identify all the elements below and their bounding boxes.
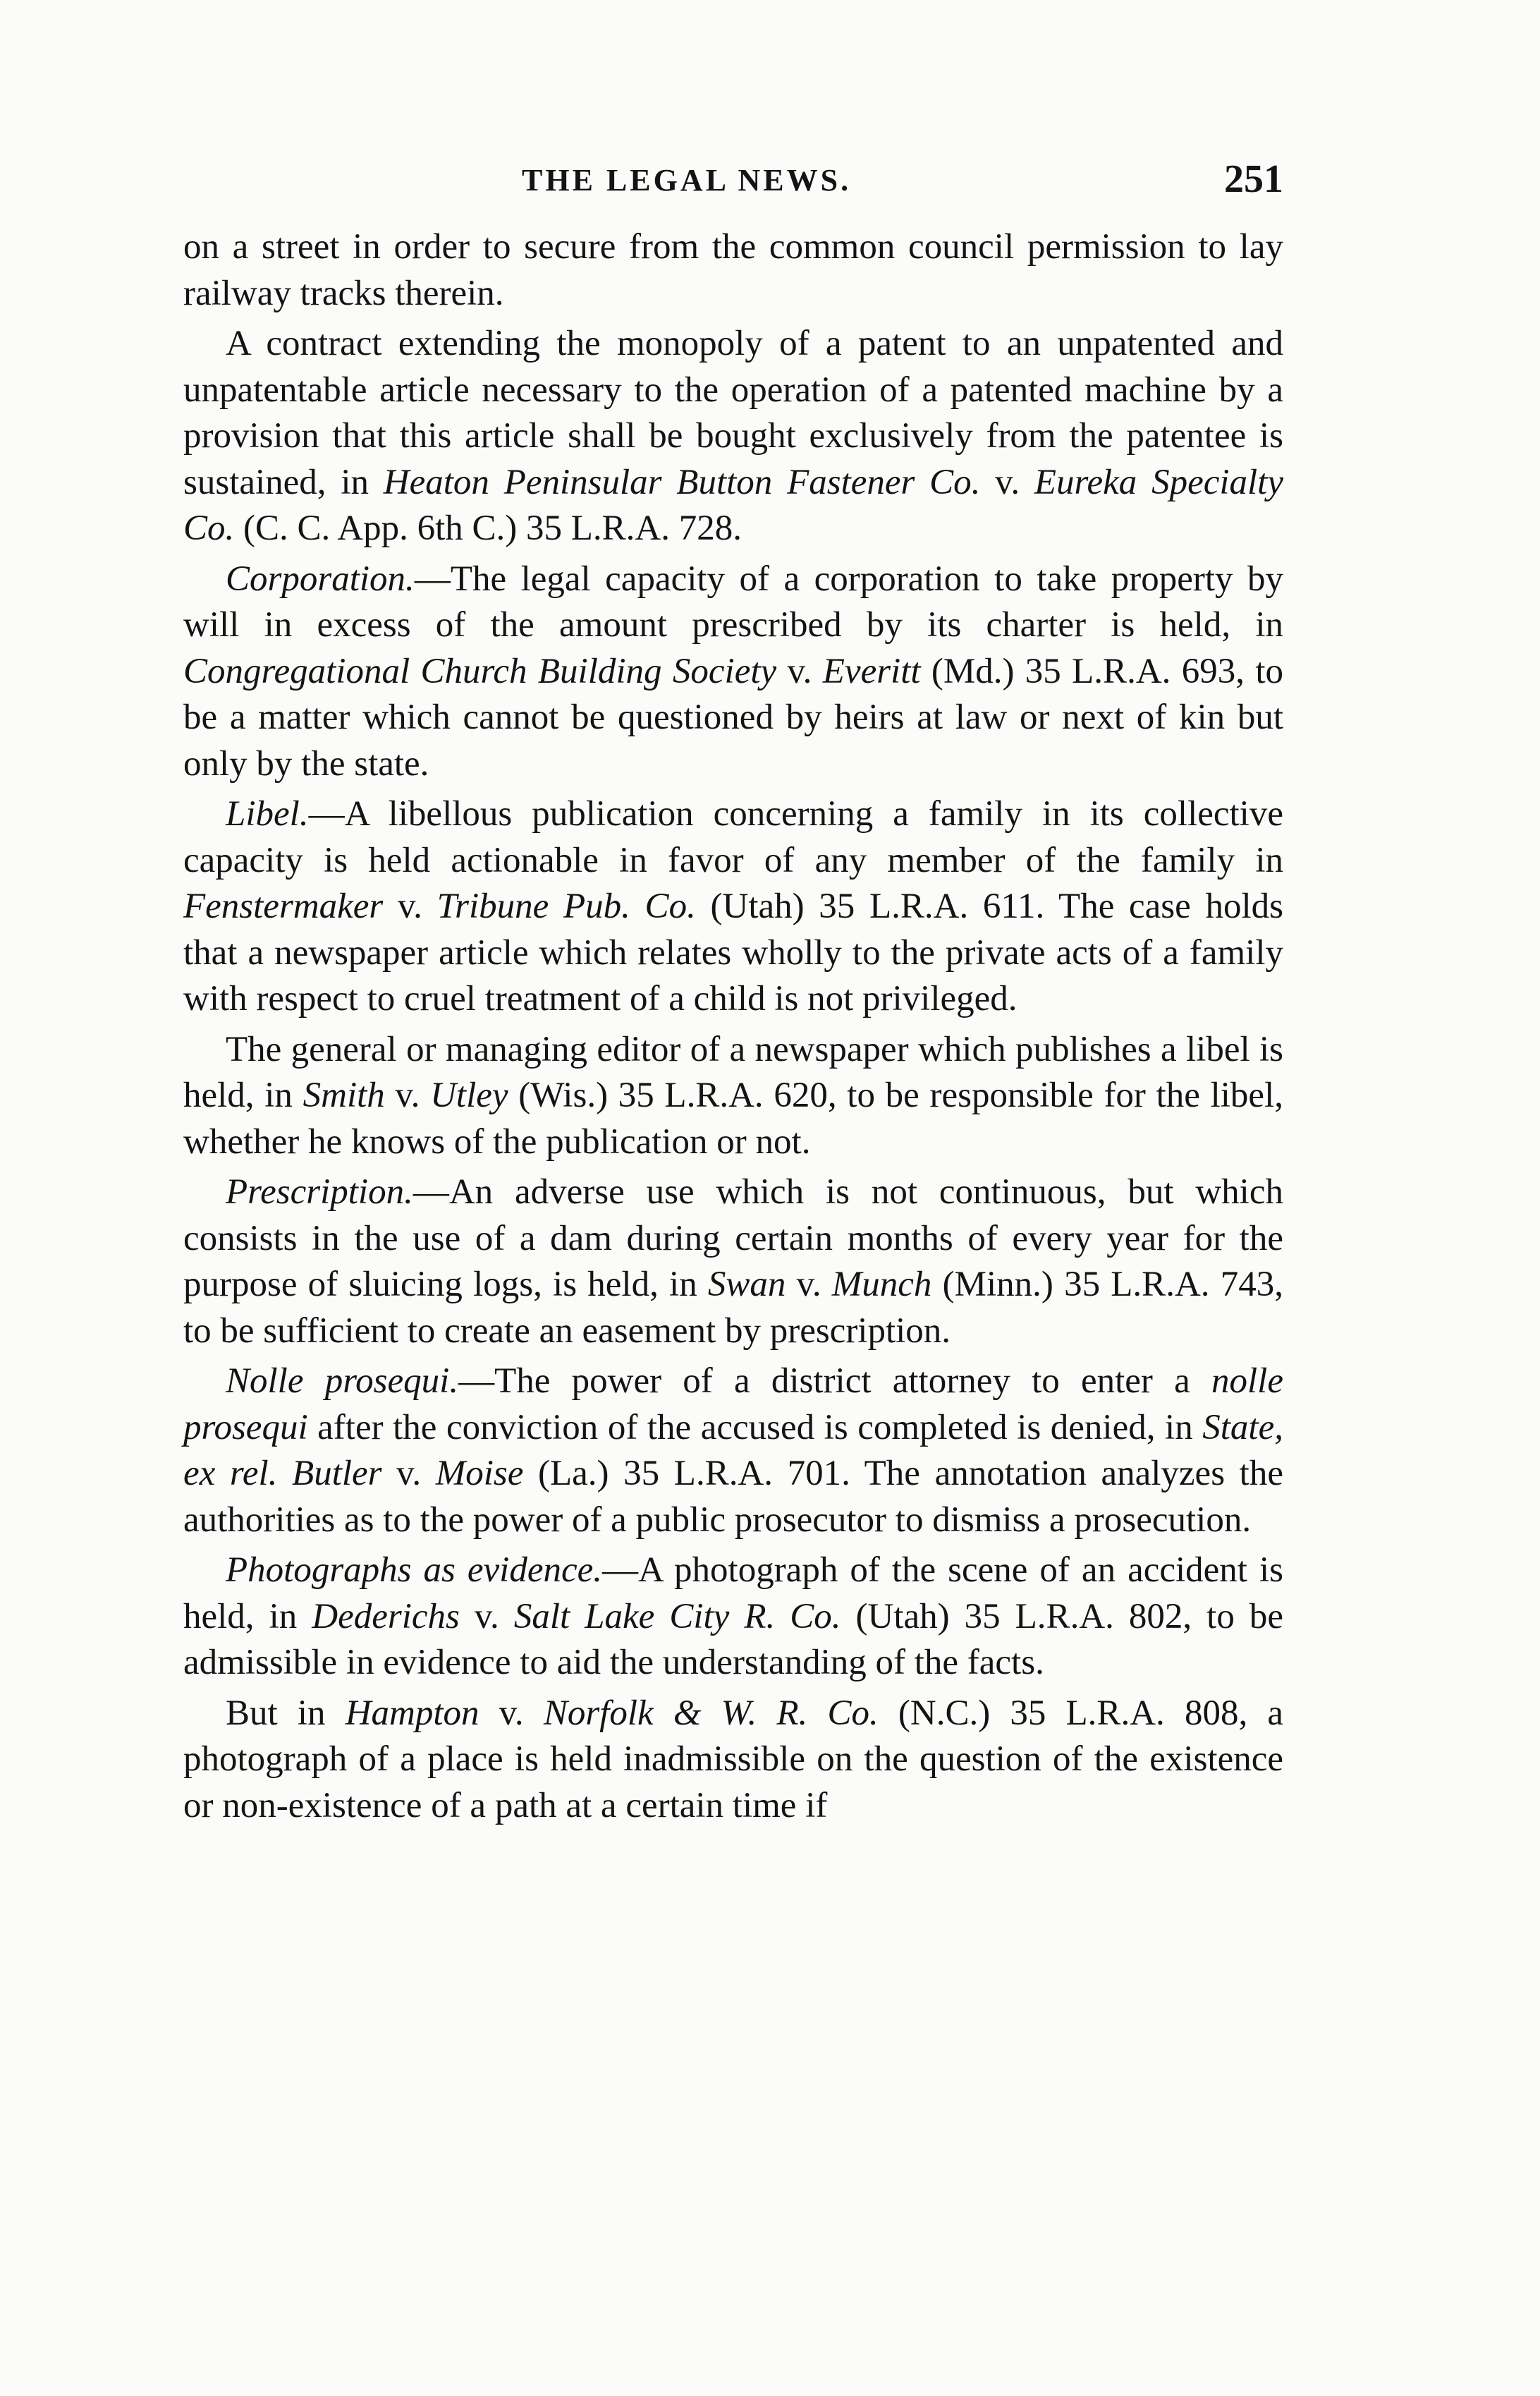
italic-text: Prescription.	[226, 1172, 413, 1212]
text-run: (Wis.) 35 L.R.A. 620, to be responsible for the libel, whether he knows of the publication or not.	[183, 1076, 1283, 1162]
italic-text: Corporation.	[226, 559, 415, 599]
italic-text: Norfolk & W. R. Co.	[543, 1693, 879, 1733]
italic-text: State, ex rel. Butler	[183, 1407, 1283, 1493]
italic-text: Heaton Peninsular Button Fastener Co.	[383, 462, 981, 502]
italic-text: Smith	[302, 1076, 385, 1115]
paragraph	[183, 791, 1283, 1023]
italic-text: Nolle prosequi.	[226, 1361, 459, 1401]
text-run: after the conviction of the accused is completed is denied, in	[307, 1407, 1203, 1447]
page-number: 251	[1224, 157, 1283, 201]
italic-text: Swan	[707, 1265, 786, 1304]
text-run: (C. C. App. 6th C.) 35 L.R.A. 728.	[234, 509, 742, 548]
running-head: THE LEGAL NEWS.	[522, 163, 852, 197]
italic-text: Moise	[435, 1454, 524, 1493]
italic-text: nolle prosequi	[183, 1361, 1283, 1447]
page-header	[183, 157, 1283, 199]
text-run: (Md.) 35 L.R.A. 693, to be a matter which cannot be questioned by heirs at law or next of kin but only by the state.	[183, 651, 1283, 784]
text-run: (Utah) 35 L.R.A. 611. The case holds that a newspaper article which relates wholly to the private acts of a family with respect to cruel treatment of a child is not privileged.	[183, 887, 1283, 1018]
italic-text: Tribune Pub. Co.	[436, 887, 696, 926]
paragraph	[183, 1027, 1283, 1166]
text-run: But in	[226, 1693, 346, 1733]
italic-text: Everitt	[822, 651, 921, 691]
text-run: v.	[384, 1076, 431, 1115]
paragraph	[183, 1358, 1283, 1543]
paragraph	[183, 1691, 1283, 1830]
italic-text: Eureka Specialty Co.	[183, 462, 1283, 548]
paragraph	[183, 557, 1283, 788]
text-run: —An adverse use which is not continuous, but which consists in the use of a dam during certain months of every year for the purpose of sluicing logs, is held, in	[183, 1172, 1283, 1304]
paragraph	[183, 1547, 1283, 1686]
paragraph	[183, 321, 1283, 552]
text-run: v.	[786, 1265, 832, 1304]
text-run: The general or managing editor of a newspaper which publishes a libel is held, in	[183, 1029, 1283, 1115]
italic-text: Congregational Church Building Society	[183, 651, 777, 691]
text-run: (Minn.) 35 L.R.A. 743, to be sufficient to create an easement by prescription.	[183, 1265, 1283, 1351]
text-run: —The legal capacity of a corporation to take property by will in excess of the amount prescribed by its charter is held, in	[183, 559, 1283, 645]
text-run: v.	[776, 651, 823, 691]
text-run: v.	[383, 887, 437, 926]
text-run: A contract extending the monopoly of a patent to an unpatented and unpatentable article necessary to the operation of a patented machine by a provision that this article shall be bought exclusively from the patentee is sustained, in	[183, 324, 1283, 502]
italic-text: Dederichs	[312, 1596, 460, 1636]
text-run: —The power of a district attorney to enter a	[458, 1361, 1212, 1401]
text-run: on a street in order to secure from the common council permission to lay railway tracks therein.	[183, 227, 1283, 313]
text-run: —A photograph of the scene of an accident is held, in	[183, 1550, 1283, 1636]
text-run: v.	[381, 1454, 436, 1493]
italic-text: Utley	[430, 1076, 508, 1115]
text-run: (La.) 35 L.R.A. 701. The annotation analyzes the authorities as to the power of a public prosecutor to dismiss a prosecution.	[183, 1454, 1283, 1540]
italic-text: Libel.	[226, 794, 309, 834]
text-run: v.	[459, 1596, 514, 1636]
text-run: v.	[980, 462, 1034, 502]
italic-text: Hampton	[345, 1693, 479, 1733]
text-run: —A libellous publication concerning a family in its collective capacity is held actionable in favor of any member of the family in	[183, 794, 1283, 880]
italic-text: Munch	[831, 1265, 932, 1304]
italic-text: Fenstermaker	[183, 887, 384, 926]
paragraph	[183, 224, 1283, 317]
article-body	[183, 224, 1283, 1829]
text-run: (Utah) 35 L.R.A. 802, to be admissible in evidence to aid the understanding of the facts.	[183, 1596, 1283, 1682]
italic-text: Photographs as evidence.	[226, 1550, 602, 1590]
paragraph	[183, 1169, 1283, 1354]
italic-text: Salt Lake City R. Co.	[513, 1596, 841, 1636]
text-run: v.	[479, 1693, 544, 1733]
text-run: (N.C.) 35 L.R.A. 808, a photograph of a place is held inadmissible on the question of the existence or non-existence of a path at a certain time if	[183, 1693, 1283, 1825]
